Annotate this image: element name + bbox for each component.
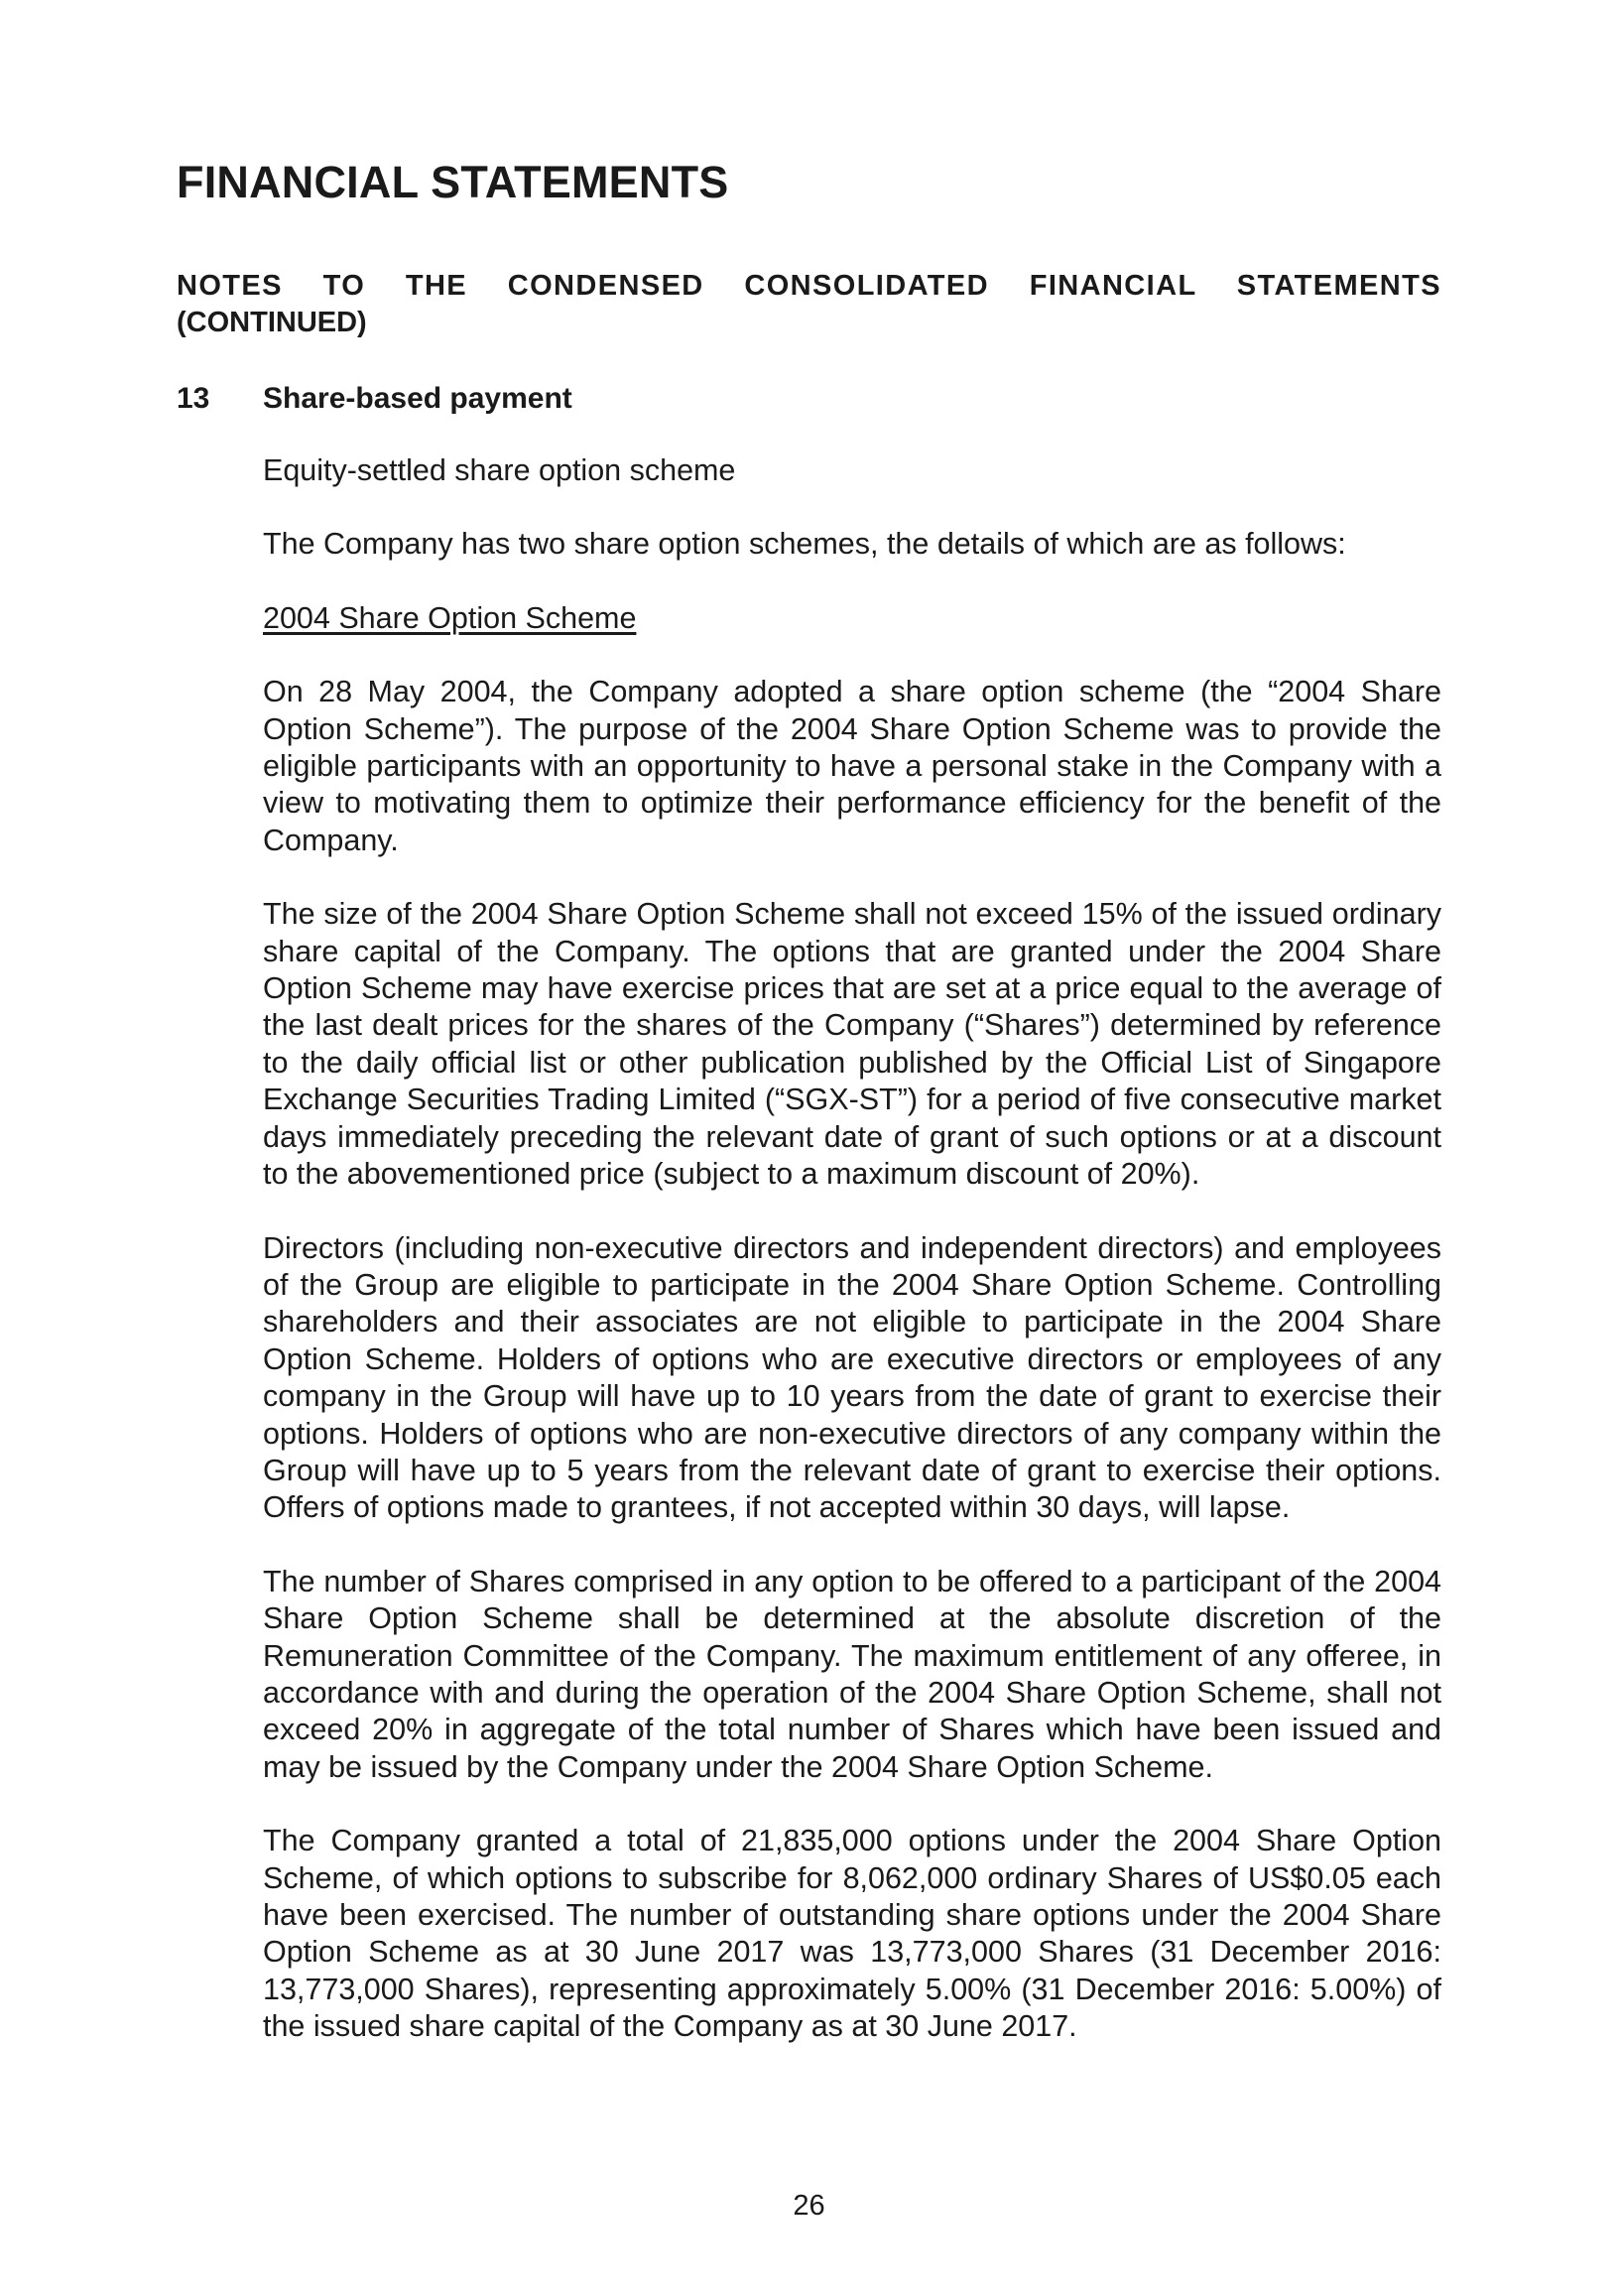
paragraph-size: The size of the 2004 Share Option Scheme shall not exceed 15% of the issued ordinary share capital of the Company. The options that are granted under the 2004 Share Option Scheme may have exercise prices that are set at a price equal to the average of the last dealt prices for the shares of the Company (“Shares”) determined by reference to the daily official list or other publication published by the Official List of Singapore Exchange Securities Trading Limited (“SGX-ST”) for a period of five consecutive market days immediately preceding the relevant date of grant of such options or at a discount to the abovementioned price (subject to a maximum discount of 20%). bbox=[263, 897, 1441, 1192]
paragraph-adoption: On 28 May 2004, the Company adopted a share option scheme (the “2004 Share Option Scheme”). The purpose of the 2004 Share Option Scheme was to provide the eligible participants with an opportunity to have a personal stake in the Company with a view to motivating them to optimize their performance efficiency for the benefit of the Company. bbox=[263, 675, 1441, 857]
scheme-subheading: 2004 Share Option Scheme bbox=[263, 600, 637, 635]
paragraph-outstanding-options: The Company granted a total of 21,835,000 options under the 2004 Share Option Scheme, of which options to subscribe for 8,062,000 ordinary Shares of US$0.05 each have been exercised. The number of outstanding share options under the 2004 Share Option Scheme as at 30 June 2017 was 13,773,000 Shares (31 December 2016: 13,773,000 Shares), representing approximately 5.00% (31 December 2016: 5.00%) of the issued share capital of the Company as at 30 June 2017. bbox=[263, 1824, 1441, 2044]
notes-subtitle-line-2: (CONTINUED) bbox=[177, 307, 367, 338]
section-body bbox=[263, 452, 1441, 2083]
notes-subtitle-line-1: NOTES TO THE CONDENSED CONSOLIDATED FINANCIAL STATEMENTS bbox=[177, 270, 1441, 302]
section-number: 13 bbox=[177, 382, 210, 415]
page-number: 26 bbox=[793, 2190, 825, 2222]
section-heading bbox=[177, 380, 572, 417]
intro-paragraph: The Company has two share option schemes, the details of which are as follows: bbox=[263, 527, 1346, 562]
paragraph-eligibility: Directors (including non-executive directors and independent directors) and employees of the Group are eligible to participate in the 2004 Share Option Scheme. Controlling shareholders and their associates are not eligible to participate in the 2004 Share Option Scheme. Holders of options who are executive directors or employees of any company in the Group will have up to 10 years from the date of grant to exercise their options. Holders of options who are non-executive directors of any company within the Group will have up to 5 years from the relevant date of grant to exercise their options. Offers of options made to grantees, if not accepted within 30 days, will lapse. bbox=[263, 1230, 1441, 1525]
page-title: FINANCIAL STATEMENTS bbox=[177, 157, 729, 207]
scheme-type-paragraph: Equity-settled share option scheme bbox=[263, 453, 736, 487]
paragraph-entitlement: The number of Shares comprised in any option to be offered to a participant of the 2004 Share Option Scheme shall be determined at the absolute discretion of the Remuneration Committee of the Company. The maximum entitlement of any offeree, in accordance with and during the operation of the 2004 Share Option Scheme, shall not exceed 20% in aggregate of the total number of Shares which have been issued and may be issued by the Company under the 2004 Share Option Scheme. bbox=[263, 1564, 1441, 1784]
section-title: Share-based payment bbox=[263, 382, 572, 415]
notes-subtitle bbox=[177, 268, 1441, 341]
